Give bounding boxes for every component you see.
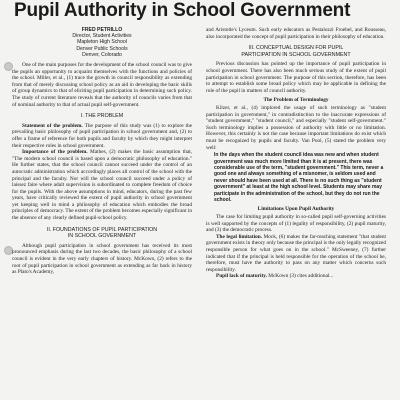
run-in-heading: Importance of the problem. — [22, 149, 88, 156]
paragraph-text: The purpose of this study was (1) to explore the prevailing basic philosophy of pupil participation in school government and, (2) to offer a frame of reference for both pupils and faculty by which they might interpret their respective roles in school government. — [12, 122, 192, 149]
author-city: Denver, Colorado — [82, 51, 122, 58]
paragraph-text: Mock, (6) makes the far-reaching statement "that student government exists in theory only because the principal is the only legally recognized responsible person for what goes on in the school." McSweeney, (7) further indicated that if the principal is held responsible for the operation of the school he, therefore, must have the authority to pass on any matter which concerns such responsibility. — [206, 233, 386, 273]
paragraph-previous: Previous discussion has pointed up the importance of pupil participation in school government. There has also been much serious study of the extent of pupil participation in school government. The purpose of this section, therefore, has been to attempt to establish some broad policy which may be applicable in defining the role of the pupil in matters of council authority. — [206, 61, 386, 94]
author-name: FRED PETRILLO — [81, 27, 123, 33]
left-column — [12, 27, 192, 400]
author-district: Denver Public Schools — [76, 45, 128, 52]
heading-line: IN SCHOOL GOVERNMENT — [67, 233, 137, 240]
section-heading-design — [206, 45, 386, 58]
article-title: Pupil Authority in School Government — [14, 0, 351, 21]
subheading-terminology: The Problem of Terminology — [263, 97, 329, 104]
run-in-heading: The legal limitation. — [216, 233, 262, 240]
paragraph-history: Although pupil participation in school government has received its most pronounced emphasis during the last two decades, the basic philosophy of a school council is evident in the very early chapters of history. McKown, (2) refers to the root of pupil participation in school government as extending as far back in history as Plato's Academy, — [12, 242, 192, 276]
run-in-heading: Statement of the problem. — [22, 122, 83, 129]
paragraph-text: McKown (3) cites additional... — [268, 273, 334, 280]
paragraph-limitations: The case for limiting pupil authority in so-called pupil self-governing activities is well supported by the concepts of (1) legality of responsibility, (2) pupil maturity, and (3) the democratic process. — [206, 213, 386, 234]
paragraph-importance — [12, 149, 192, 222]
paragraph-statement — [12, 123, 192, 149]
section-heading-foundations — [12, 227, 192, 240]
block-quote: In the days when the student council idea was new and when student government was much more limited than it is at present, there was considerable use of the term, "student government." This term, never a good one and always something of a misnomer, is seldom used and never should have been used at all. There is no such thing as "student government" at least at the high school level. Students may share may participate in the administration of the school, but they do not run the school. — [214, 152, 384, 203]
author-school: Mapleton High School — [77, 39, 127, 46]
paragraph-maturity — [206, 273, 386, 280]
subheading-limitations: Limitations Upon Pupil Authority — [257, 206, 335, 213]
run-in-heading: Pupil lack of maturity. — [216, 273, 267, 280]
paragraph-legal — [206, 234, 386, 274]
heading-line: PARTICIPATION IN SCHOOL GOVERNMENT — [241, 51, 351, 58]
heading-line: III. CONCEPTUAL DESIGN FOR PUPIL — [248, 45, 344, 52]
intro-paragraph: One of the main purposes for the development of the school council was to give the pupils an opportunity to acquaint themselves with the functions and policies of the school. Miller, et al., (1) trace the growth in council responsibility as extending from that of merely discussing school policy as an aid in developing the basic skills of group dynamics to that of eliciting pupil participation in determining such policy. The study of current literature reveals that the authority of councils varies from that of nominal authority to that of actual pupil self-government. — [12, 62, 192, 108]
byline — [12, 27, 192, 58]
author-position: Director, Student Activities — [72, 33, 132, 40]
section-heading-problem: I. THE PROBLEM — [80, 113, 124, 120]
heading-line: II. FOUNDATIONS OF PUPIL PARTICIPATION — [46, 226, 158, 233]
paragraph-continued: and Aristotle's Lyceum. Such early educators as Pestalozzi Froebel, and Rousseau, also incorporated the concept of pupil participation in their philosophy of education. — [206, 27, 386, 40]
paragraph-terminology: Kilzer, et al., (4) implored the usage of such terminology as "student participation in government," in contradistinction to the inaccurate expressions of "student government," "student council," and especially "student self-government." Such terminology implies a possession of authority with little or no limitation. However, this certainly is not the case because important limitations do exist which must be recognized by pupils and faculty. Van Pool, (5) stated the problem very well: — [206, 104, 386, 151]
paragraph-text: Mathes, (2) makes the basic assumption that, "The modern school council is based upon a democratic philosophy of education." He further states, that the school council cannot succeed under the control of an autocratic administration which accordingly places all control of the school with the principal and the faculty. Nor will the school council succeed under a policy of laissez faire where adult supervision is subordinated to complete freedom of choice for the pupils. With the above assumptions in mind, educators, during the past few years, have critically reviewed the extent of pupil authority in school government yet keeping well in mind a philosophy of education which embodies the broad principles of democracy. The extent of the problem becomes especially significant in the absence of any clearly defined pupil-school policy. — [12, 149, 192, 222]
right-column — [206, 27, 386, 400]
